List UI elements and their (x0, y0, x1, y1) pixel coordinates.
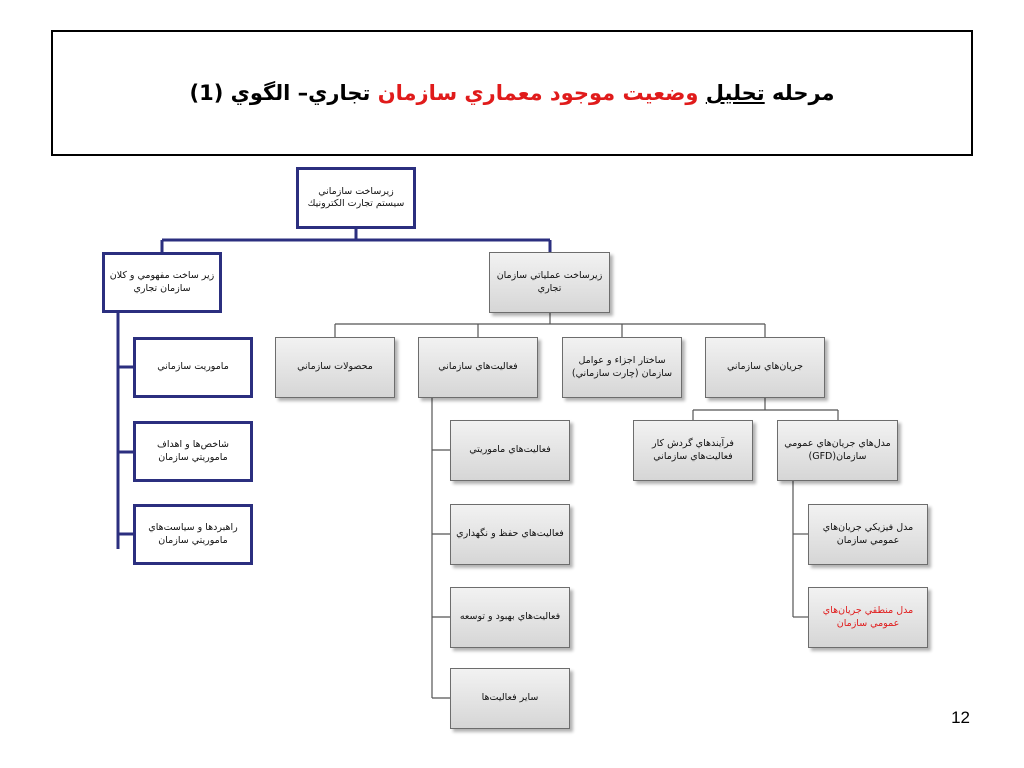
title-part-stage: مرحله (764, 81, 835, 105)
node-conceptual-infrastructure: زير ساخت مفهومي و كلان سازمان تجاري (102, 252, 222, 313)
title-part-current-state: وضعيت موجود معماري سازمان (377, 81, 706, 105)
node-root: زيرساخت سازماني سيستم تجارت الكترونيك (296, 167, 416, 229)
node-activities: فعاليت‌هاي سازماني (418, 337, 538, 398)
title-part-model: تجاري– الگوي (1) (189, 81, 378, 105)
node-strategies: راهبردها و سياست‌هاي ماموريتي سازمان (133, 504, 253, 565)
node-workflow-processes: فرآيندهاي گردش كار فعاليت‌هاي سازماني (633, 420, 753, 481)
node-other-activities: ساير فعاليت‌ها (450, 668, 570, 729)
node-products: محصولات سازماني (275, 337, 395, 398)
node-mission-activities: فعاليت‌هاي ماموريتي (450, 420, 570, 481)
node-improvement-activities: فعاليت‌هاي بهبود و توسعه (450, 587, 570, 648)
node-flows: جريان‌هاي سازماني (705, 337, 825, 398)
node-mission: ماموريت سازماني (133, 337, 253, 398)
node-logical-model: مدل منطقي جريان‌هاي عمومي سازمان (808, 587, 928, 648)
node-physical-model: مدل فيزيكي جريان‌هاي عمومي سازمان (808, 504, 928, 565)
node-structure: ساختار اجزاء و عوامل سازمان (چارت سازماني) (562, 337, 682, 398)
title-part-analysis: تحليل (705, 81, 765, 105)
node-maintenance-activities: فعاليت‌هاي حفظ و نگهداري (450, 504, 570, 565)
node-indicators: شاخص‌ها و اهداف ماموريتي سازمان (133, 421, 253, 482)
page-number: 12 (951, 708, 970, 727)
node-gfd-models: مدل‌هاي جريان‌هاي عمومي سازمان(GFD) (777, 420, 898, 481)
node-operational-infrastructure: زيرساخت عملياتي سازمان تجاري (489, 252, 610, 313)
